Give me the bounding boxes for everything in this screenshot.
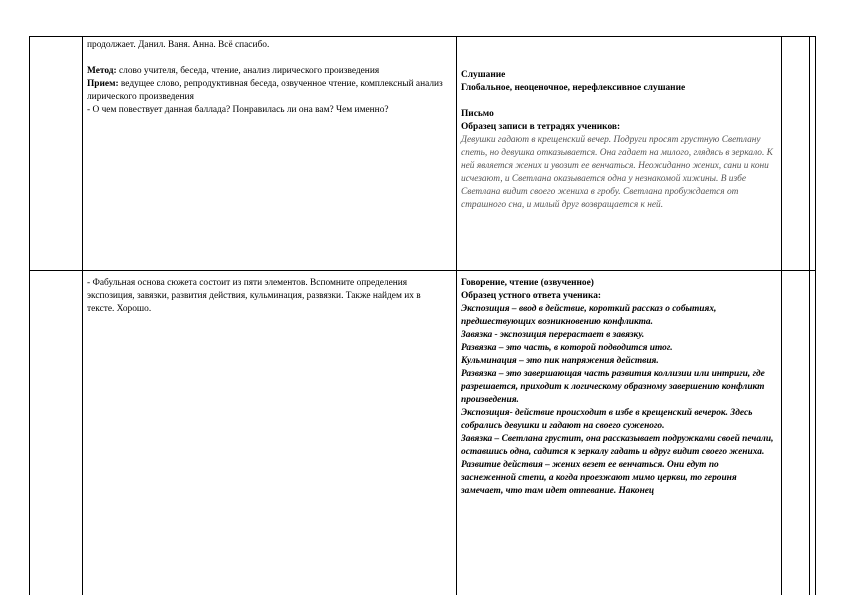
technique-label: Прием:: [87, 79, 119, 89]
technique-paragraph: [87, 78, 449, 104]
method-paragraph: [87, 65, 449, 78]
right-cell-row2: [461, 277, 775, 595]
notebook-sample-title: Образец записи в тетрадях учеников:: [461, 122, 621, 132]
oral-line: Экспозиция- действие происходит в избе в крещенский вечерок. Здесь собрались девушки и гадают на своего суженого.: [461, 408, 753, 431]
writing-title: Письмо: [461, 109, 494, 119]
listening-types: Глобальное, неоценочное, нерефлексивное слушание: [461, 83, 686, 93]
column-divider: [456, 37, 457, 595]
column-divider: [809, 37, 810, 595]
fabula-text: - Фабульная основа сюжета состоит из пяти элементов. Вспомните определения экспозиция, завязки, развития действия, кульминация, развязки. Также найдем их в тексте. Хорошо.: [87, 278, 421, 314]
oral-line: Кульминация – это пик напряжения действия.: [461, 356, 659, 366]
oral-line: Развитие действия – жених везет ее венчаться. Они едут по заснеженной степи, а когда проезжают мимо церкви, то героиня замечает, что там идет отпевание. Наконец: [461, 460, 737, 496]
method-label: Метод:: [87, 66, 117, 76]
oral-sample-title: Образец устного ответа ученика:: [461, 291, 602, 301]
oral-line: Завязка - экспозиция перерастает в завязку.: [461, 330, 645, 340]
method-text: слово учителя, беседа, чтение, анализ лирического произведения: [116, 66, 380, 76]
oral-line: Развязка – это завершающая часть развития коллизии или интриги, где разрешается, приходит к логическому образному завершению конфликт произведения.: [461, 369, 765, 405]
column-divider: [781, 37, 782, 595]
intro-line: продолжает. Данил. Ваня. Анна. Всё спасибо.: [87, 40, 270, 50]
column-divider: [82, 37, 83, 595]
lesson-table: [29, 36, 816, 595]
oral-line: Развязка – это часть, в которой подводится итог.: [461, 343, 673, 353]
question-text: - О чем повествует данная баллада? Понравилась ли она вам? Чем именно?: [87, 105, 389, 115]
oral-line: Экспозиция – ввод в действие, короткий рассказ о событиях, предшествующих возникновению конфликта.: [461, 304, 717, 327]
oral-line: Завязка – Светлана грустит, она рассказывает подружками своей печали, оставшись одна, садится к зеркалу гадать и вдруг видит своего жениха.: [461, 434, 774, 457]
row-divider: [30, 270, 815, 271]
left-cell-row2: [87, 277, 449, 316]
speaking-title: Говорение, чтение (озвученное): [461, 278, 594, 288]
listening-title: Слушание: [461, 70, 506, 80]
notebook-sample-text: Девушки гадают в крещенский вечер. Подруги просят грустную Светлану спеть, но девушка отказывается. Она гадает на милого, глядясь в зеркало. К ней является жених и увозит ее венчаться. Неожиданно жених, сани и кони исчезают, и Светлана оказывается одна у незнакомой хижины. В избе Светлана видит своего жениха в гробу. Светлана пробуждается от страшного сна, и милый друг возвращается к ней.: [461, 135, 773, 210]
right-cell-row1: [461, 69, 775, 212]
technique-text: ведущее слово, репродуктивная беседа, озвученное чтение, комплексный анализ лирического произведения: [87, 79, 443, 102]
left-cell-row1: [87, 39, 449, 117]
